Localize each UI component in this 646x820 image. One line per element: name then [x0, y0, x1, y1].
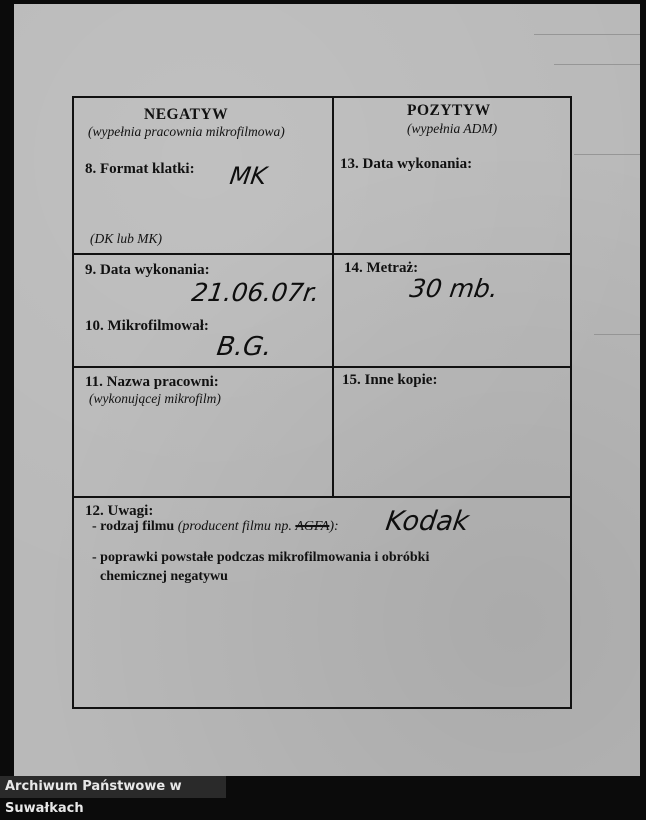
archive-footer-label: Archiwum Państwowe w Suwałkach	[0, 776, 226, 798]
margin-line	[594, 334, 640, 335]
negatyw-subtitle: (wypełnia pracownia mikrofilmowa)	[88, 124, 285, 139]
rodzaj-filmu-suffix: ):	[329, 519, 339, 534]
poprawki-line-2: chemicznej negatywu	[100, 569, 228, 584]
column-divider	[332, 98, 334, 498]
inne-kopie-label: 15. Inne kopie:	[342, 372, 438, 388]
metraz-value: 30 mb.	[407, 274, 500, 303]
uwagi-label: 12. Uwagi:	[85, 503, 154, 519]
negatyw-title: NEGATYW	[144, 106, 229, 123]
data-wykonania-value: 21.06.07r.	[189, 278, 322, 307]
pozytyw-title: POZYTYW	[407, 102, 491, 119]
format-klatki-value: MK	[228, 162, 269, 190]
poprawki-line-1: - poprawki powstałe podczas mikrofilmowania i obróbki	[92, 550, 430, 565]
rodzaj-filmu-hint: (producent filmu np.	[177, 519, 292, 534]
rodzaj-filmu-value: Kodak	[383, 506, 471, 537]
microfilm-form	[72, 96, 572, 709]
nazwa-pracowni-hint: (wykonującej mikrofilm)	[89, 391, 221, 406]
margin-line	[574, 154, 640, 155]
rodzaj-filmu-line	[92, 519, 339, 535]
mikrofilmowal-label: 10. Mikrofilmował:	[85, 318, 209, 334]
row-divider	[74, 366, 570, 368]
margin-line	[534, 34, 640, 35]
pozytyw-subtitle: (wypełnia ADM)	[407, 121, 498, 136]
data-wykonania-label: 9. Data wykonania:	[85, 262, 210, 278]
row-divider	[74, 496, 570, 498]
row-divider	[74, 253, 570, 255]
metraz-label: 14. Metraż:	[344, 260, 419, 276]
margin-line	[554, 64, 640, 65]
format-klatki-label: 8. Format klatki:	[85, 161, 195, 177]
format-klatki-hint: (DK lub MK)	[90, 231, 162, 246]
mikrofilmowal-value: B.G.	[214, 332, 274, 362]
rodzaj-filmu-label: - rodzaj filmu	[92, 519, 175, 534]
nazwa-pracowni-label: 11. Nazwa pracowni:	[85, 374, 219, 390]
rodzaj-filmu-example: AGFA	[295, 519, 330, 534]
pozytyw-data-wykonania-label: 13. Data wykonania:	[340, 156, 473, 172]
